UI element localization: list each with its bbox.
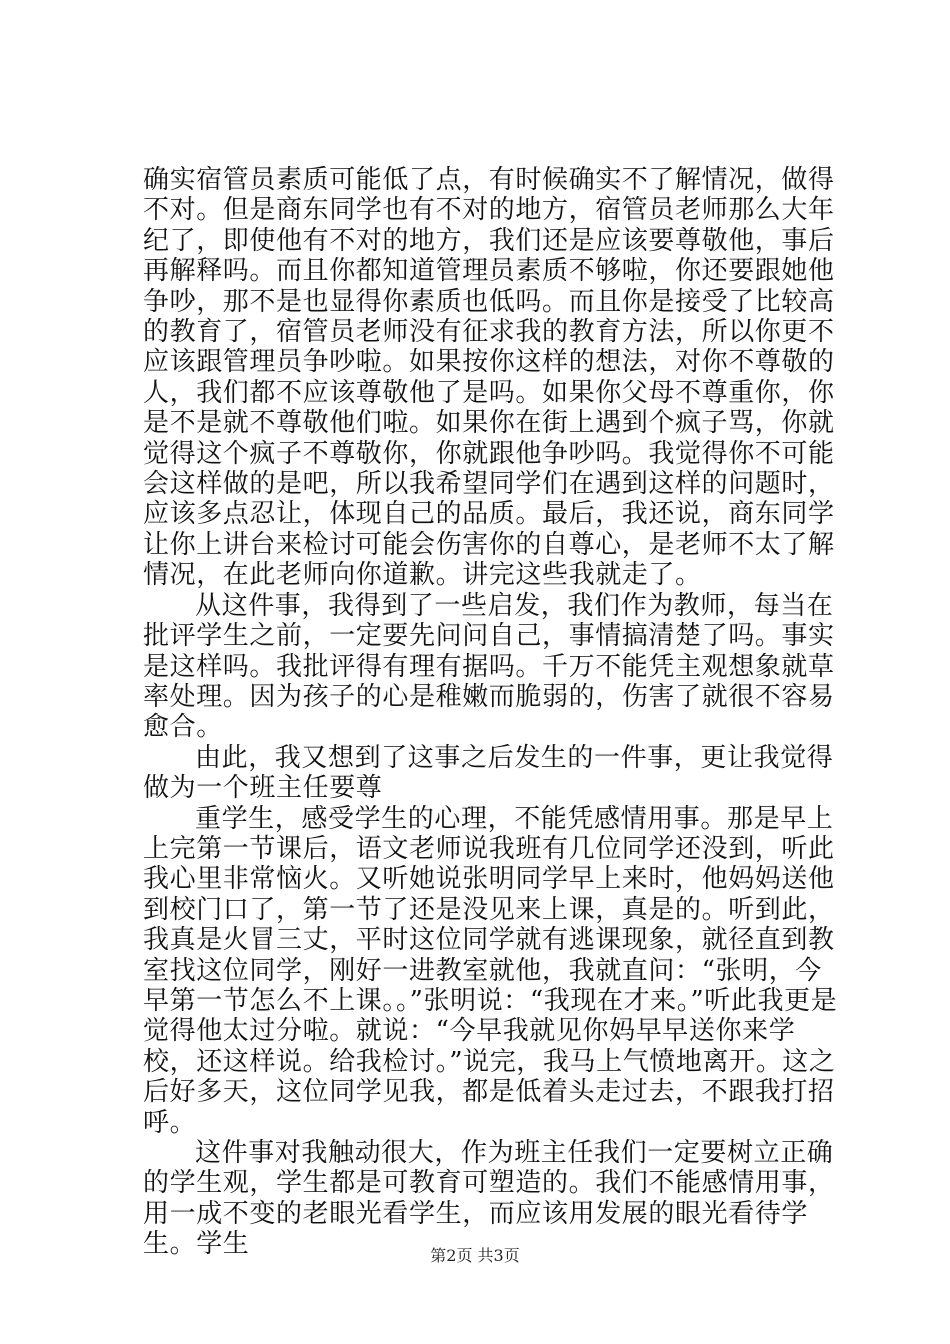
paragraph-5: 这件事对我触动很大，作为班主任我们一定要树立正确的学生观，学生都是可教育可塑造的。我们不能感情用事，用一成不变的老眼光看学生，而应该用发展的眼光看待学生。学生 <box>143 1138 835 1260</box>
paragraph-2: 从这件事，我得到了一些启发，我们作为教师，每当在批评学生之前，一定要先问问自己，事情搞清楚了吗。事实是这样吗。我批评得有理有据吗。千万不能凭主观想象就草率处理。因为孩子的心是稚嫩而脆弱的，伤害了就很不容易愈合。 <box>143 590 835 743</box>
paragraph-3: 由此，我又想到了这事之后发生的一件事，更让我觉得做为一个班主任要尊 <box>143 742 834 804</box>
paragraph-1: 确实宿管员素质可能低了点，有时候确实不了解情况，做得不对。但是商东同学也有不对的地方，宿管员老师那么大年纪了，即使他有不对的地方，我们还是应该要尊敬他，事后再解释吗。而且你都知道管理员素质不够啦，你还要跟她他争吵，那不是也显得你素质也低吗。而且你是接受了比较高的教育了，宿管员老师没有征求我的教育方法，所以你更不应该跟管理员争吵啦。如果按你这样的想法，对你不尊敬的人，我们都不应该尊敬他了是吗。如果你父母不尊重你，你是不是就不尊敬他们啦。如果你在街上遇到个疯子骂，你就觉得这个疯子不尊敬你，你就跟他争吵吗。我觉得你不可能会这样做的是吧，所以我希望同学们在遇到这样的问题时，应该多点忍让，体现自己的品质。最后，我还说，商东同学让你上讲台来检讨可能会伤害你的自尊心，是老师不太了解情况，在此老师向你道歉。讲完这些我就走了。 <box>143 165 835 591</box>
page-number-footer: 第2页 共3页 <box>430 1246 520 1265</box>
document-body <box>143 165 843 1260</box>
paragraph-4: 重学生，感受学生的心理，不能凭感情用事。那是早上上完第一节课后，语文老师说我班有几位同学还没到，听此我心里非常恼火。又听她说张明同学早上来时，他妈妈送他到校门口了，第一节了还是没见来上课，真是的。听到此，我真是火冒三丈，平时这位同学就有逃课现象，就径直到教室找这位同学，刚好一进教室就他，我就直问：“张明，今早第一节怎么不上课。。”张明说：“我现在才来。”听此我更是觉得他太过分啦。就说：“今早我就见你妈早早送你来学校，还这样说。给我检讨。”说完，我马上气愤地离开。这之后好多天，这位同学见我，都是低着头走过去，不跟我打招呼。 <box>143 803 838 1138</box>
